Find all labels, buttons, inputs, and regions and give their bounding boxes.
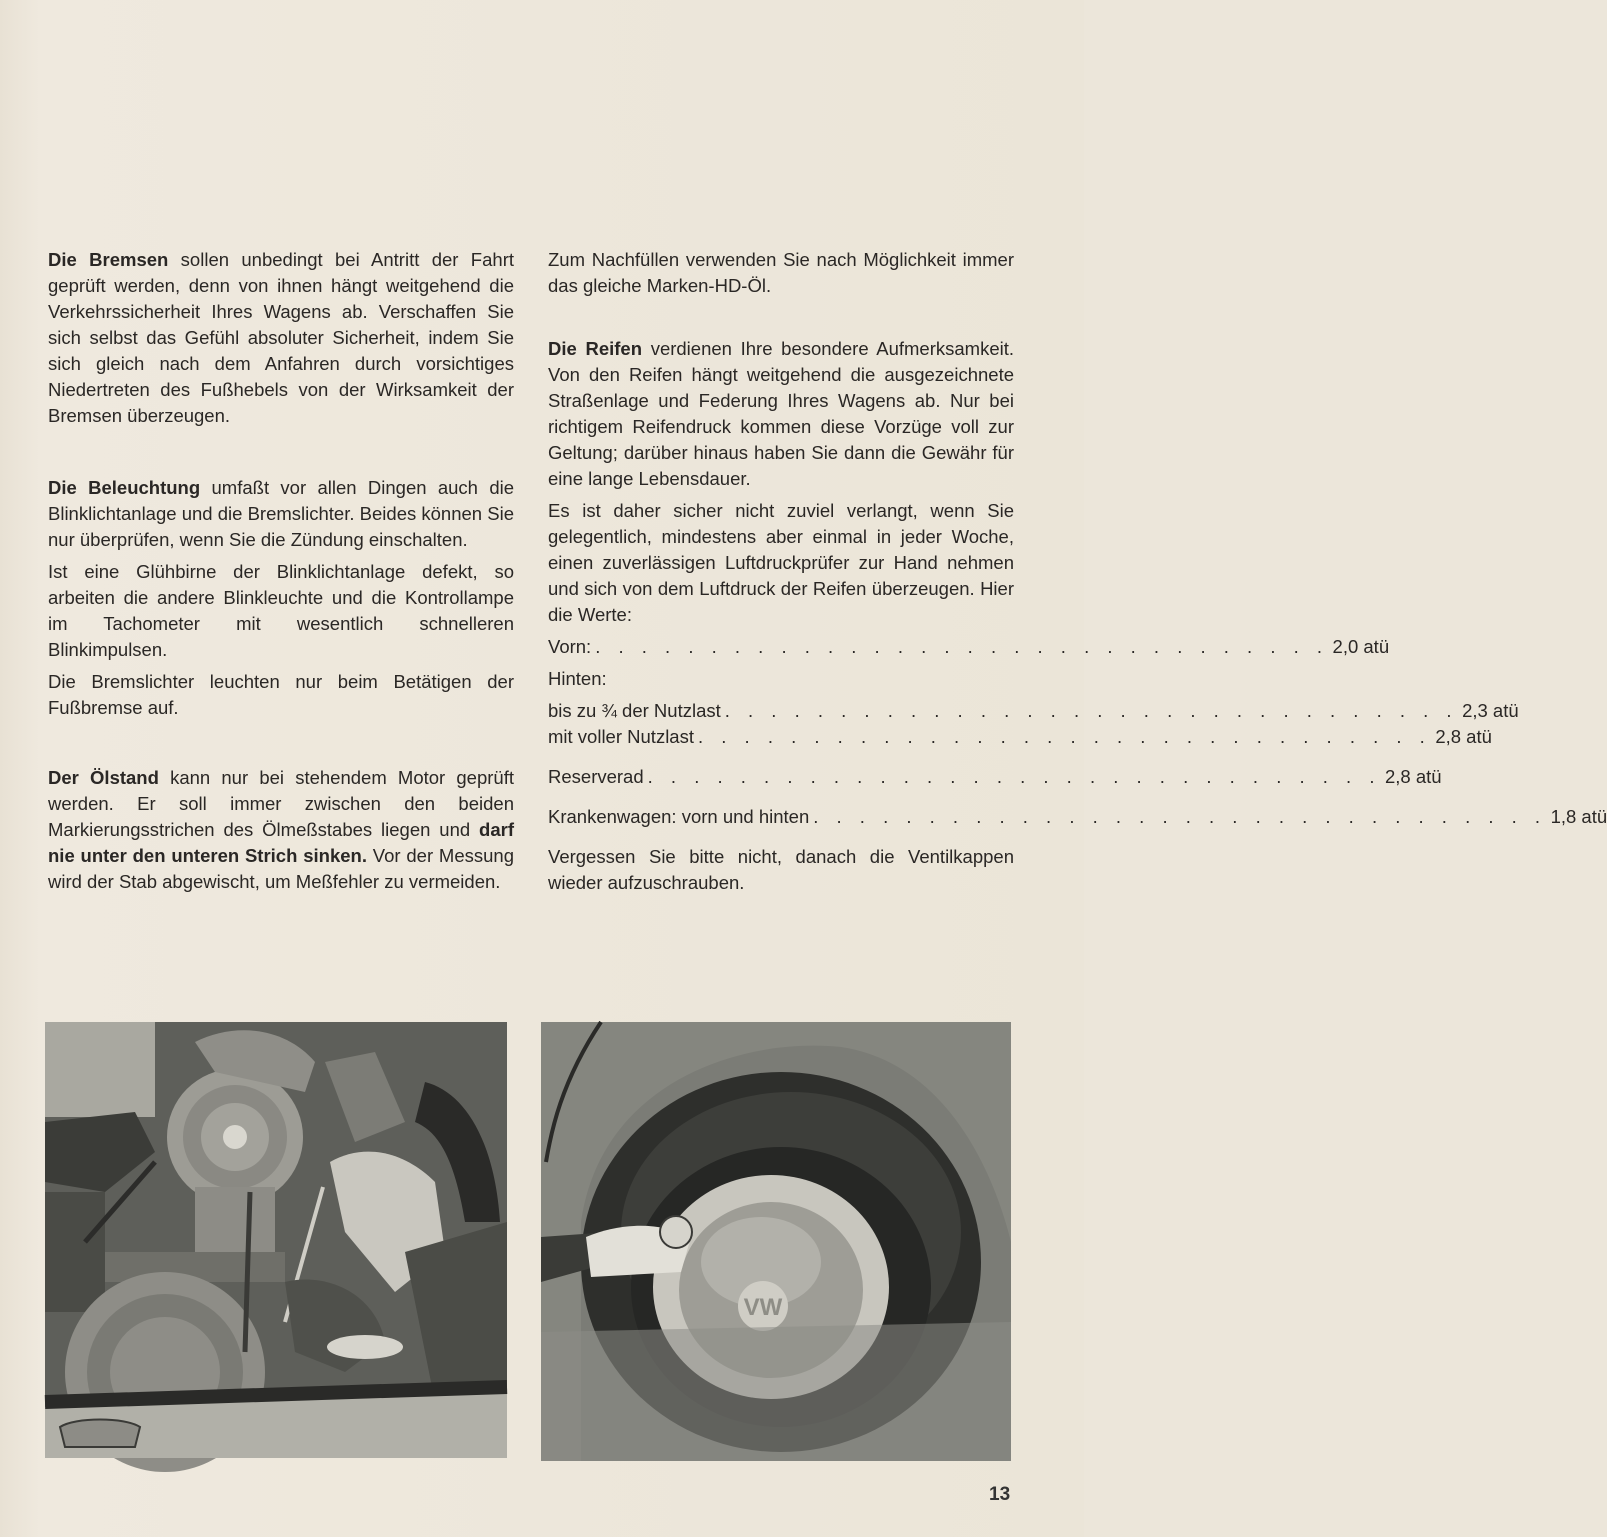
pressure-label: Krankenwagen: vorn und hinten [548, 806, 810, 827]
heading-reifen: Die Reifen [548, 338, 643, 359]
ventil-paragraph: Vergessen Sie bitte nicht, danach die Ventilkappen wieder aufzuschrauben. [548, 846, 1014, 893]
oelstand-text-1: kann nur bei stehendem Motor geprüft werden. Er soll immer zwischen den beiden Markierungsstrichen des Ölmeßstabes liegen und [48, 767, 514, 840]
reifen-paragraph-2: Es ist daher sicher nicht zuviel verlangt, wenn Sie gelegentlich, mindestens aber einmal in jeder Woche, einen zuverlässigen Luftdruckprüfer zur Hand nehmen und sich von dem Luftdruck der Reifen überzeugen. Hier die Werte: [548, 500, 1014, 625]
beleuchtung-paragraph-2: Ist eine Glühbirne der Blinklichtanlage defekt, so arbeiten die andere Blinkleuchte und die Kontrollampe im Tachometer mit wesentlich schnelleren Blinkimpulsen. [48, 561, 514, 660]
heading-beleuchtung: Die Beleuchtung [48, 477, 201, 498]
pressure-value: 2,3 atü [1462, 700, 1519, 721]
pressure-heading-hinten [548, 666, 1014, 692]
oelstand-warning: darf nie unter den unteren Strich sinken. [48, 819, 514, 866]
bremsen-text: sollen unbedingt bei Antritt der Fahrt geprüft werden, denn von ihnen hängt weitgehend die Verkehrssicherheit Ihres Wagens ab. Verschaffen Sie sich selbst das Gefühl absoluter Sicherheit, indem Sie sich gleich nach dem Anfahren durch vorsichtiges Niedertreten des Fußhebels von der Wirksamkeit der Bremsen überzeugen. [48, 249, 514, 426]
pressure-row-hinten-34 [548, 698, 1519, 724]
leader-dots: . . . . . . . . . . . . . . . . . . . . . . . . . . . . . . . . [724, 700, 1459, 721]
engine-photo [45, 1022, 507, 1458]
pressure-value: 2,8 atü [1384, 766, 1442, 787]
leader-dots: . . . . . . . . . . . . . . . . . . . . . . . . . . . . . . . . [647, 766, 1381, 787]
wheel-illustration [541, 1022, 1011, 1461]
pressure-label: Hinten: [548, 668, 607, 689]
section-beleuchtung [48, 475, 514, 553]
pressure-value: 2,0 atü [1332, 636, 1390, 657]
left-column [48, 247, 514, 895]
nachfuellen-paragraph: Zum Nachfüllen verwenden Sie nach Möglichkeit immer das gleiche Marken-HD-Öl. [548, 249, 1014, 296]
heading-bremsen: Die Bremsen [48, 249, 169, 270]
leader-dots: . . . . . . . . . . . . . . . . . . . . . . . . . . . . . . . . [813, 806, 1547, 827]
section-reifen [548, 336, 1014, 492]
leader-dots: . . . . . . . . . . . . . . . . . . . . . . . . . . . . . . . . [595, 636, 1329, 657]
pressure-label: Vorn: [548, 636, 592, 657]
beleuchtung-paragraph-3: Die Bremslichter leuchten nur beim Betätigen der Fußbremse auf. [48, 671, 514, 718]
leader-dots: . . . . . . . . . . . . . . . . . . . . . . . . . . . . . . . . [697, 726, 1432, 747]
engine-illustration [45, 1022, 507, 1458]
pressure-row-vorn [548, 634, 1390, 660]
heading-oelstand: Der Ölstand [48, 767, 159, 788]
pressure-row-krankenwagen [548, 804, 1607, 830]
section-oelstand [48, 765, 514, 895]
pressure-value: 2,8 atü [1435, 726, 1492, 747]
vw-logo: VW [743, 1294, 783, 1321]
right-column [548, 247, 1607, 896]
pressure-label: bis zu ¾ der Nutzlast [548, 700, 721, 721]
section-bremsen [48, 247, 514, 429]
pressure-row-hinten-voll [548, 724, 1492, 750]
pressure-label: Reserverad [548, 766, 644, 787]
reifen-text: verdienen Ihre besondere Aufmerksamkeit. Von den Reifen hängt weitgehend die ausgezeichnete Straßenlage und Federung Ihres Wagens ab. Nur bei richtigem Reifendruck kommen diese Vorzüge voll zur Geltung; darüber hinaus haben Sie dann die Gewähr für eine lange Lebensdauer. [548, 338, 1015, 489]
page-number: 13 [989, 1484, 1011, 1505]
oelstand-text-2: Vor der Messung wird der Stab abgewischt, um Meßfehler zu vermeiden. [48, 845, 514, 892]
pressure-value: 1,8 atü [1550, 806, 1607, 827]
pressure-label: mit voller Nutzlast [548, 726, 694, 747]
wheel-photo [541, 1022, 1011, 1461]
beleuchtung-text: umfaßt vor allen Dingen auch die Blinklichtanlage und die Bremslichter. Beides können Sie nur überprüfen, wenn Sie die Zündung einschalten. [48, 477, 515, 550]
pressure-row-reserve [548, 764, 1442, 790]
